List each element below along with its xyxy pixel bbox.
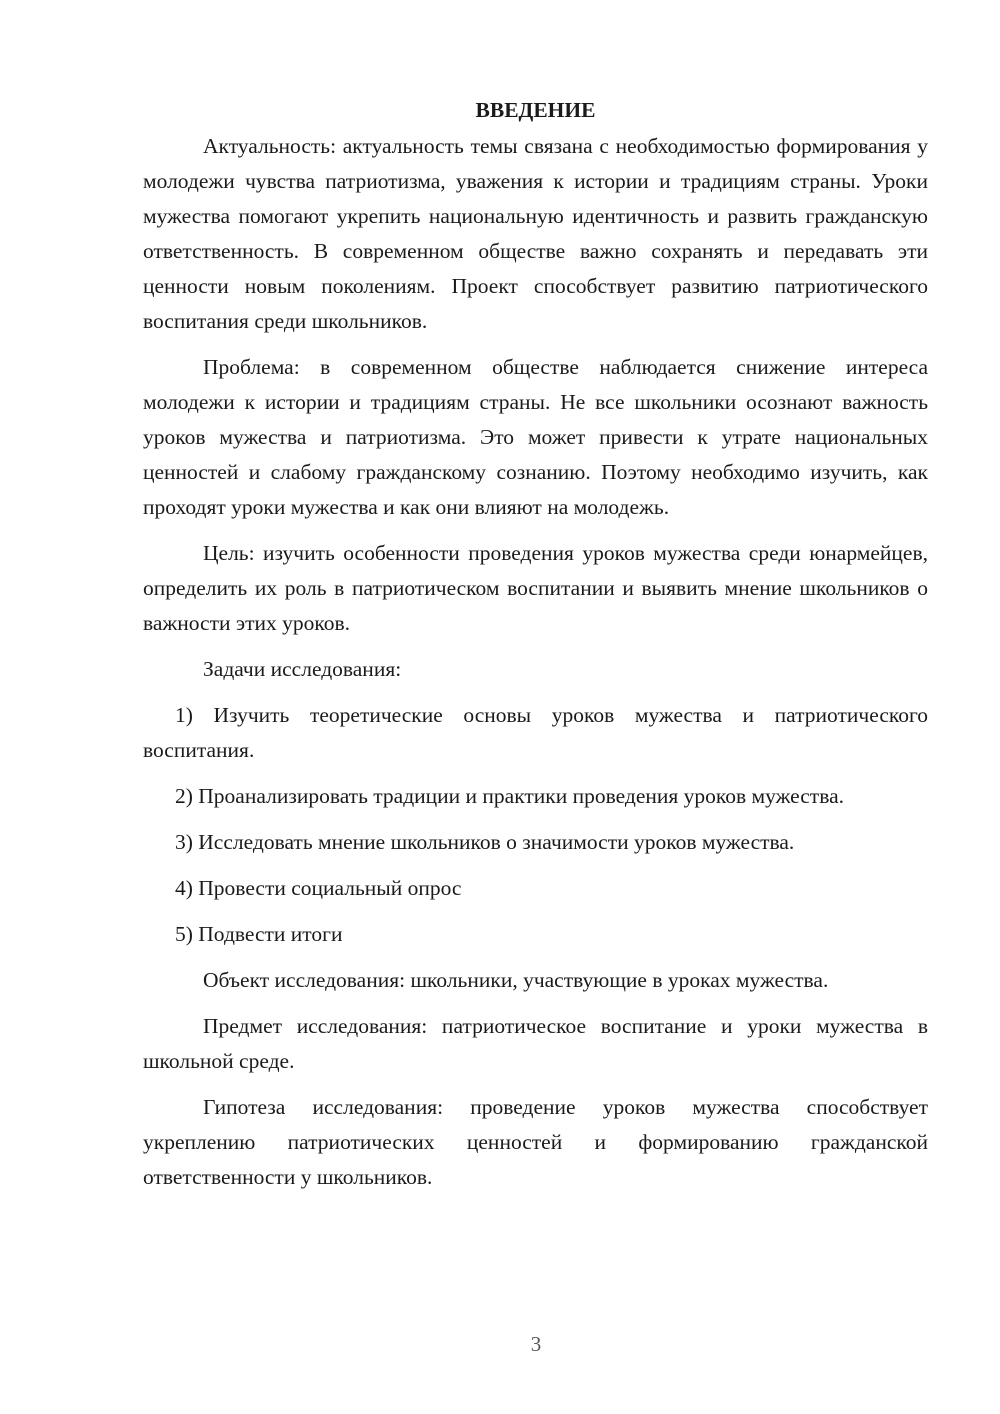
task-item: 2) Проанализировать традиции и практики проведения уроков мужества. — [175, 784, 844, 808]
object-paragraph: Объект исследования: школьники, участвующие в уроках мужества. — [203, 968, 829, 992]
tasks-label: Задачи исследования: — [203, 657, 402, 681]
problem-paragraph: Проблема: в современном обществе наблюдается снижение интереса молодежи к истории и традициям страны. Не все школьники осознают важность уроков мужества и патриотизма. Это может привести к утрате национальных ценностей и слабому гражданскому сознанию. Поэтому необходимо изучить, как проходят уроки мужества и как они влияют на молодежь. — [143, 355, 928, 519]
relevance-paragraph: Актуальность: актуальность темы связана с необходимостью формирования у молодежи чувства патриотизма, уважения к истории и традициям страны. Уроки мужества помогают укрепить национальную идентичность и развить гражданскую ответственность. В современном обществе важно сохранять и передавать эти ценности новым поколениям. Проект способствует развитию патриотического воспитания среди школьников. — [143, 134, 928, 333]
task-item: 4) Провести социальный опрос — [175, 876, 462, 900]
task-item: 5) Подвести итоги — [175, 922, 343, 946]
task-item: 1) Изучить теоретические основы уроков мужества и патриотического воспитания. — [143, 703, 928, 762]
tasks-list — [143, 698, 928, 952]
hypothesis-paragraph: Гипотеза исследования: проведение уроков мужества способствует укреплению патриотических ценностей и формированию гражданской ответственности у школьников. — [143, 1095, 928, 1189]
goal-paragraph: Цель: изучить особенности проведения уроков мужества среди юнармейцев, определить их роль в патриотическом воспитании и выявить мнение школьников о важности этих уроков. — [143, 541, 928, 635]
section-title: ВВЕДЕНИЕ — [475, 98, 596, 122]
subject-paragraph: Предмет исследования: патриотическое воспитание и уроки мужества в школьной среде. — [143, 1014, 928, 1073]
task-item: 3) Исследовать мнение школьников о значимости уроков мужества. — [175, 830, 795, 854]
document-page — [143, 93, 928, 1206]
page-number: 3 — [530, 1332, 542, 1356]
